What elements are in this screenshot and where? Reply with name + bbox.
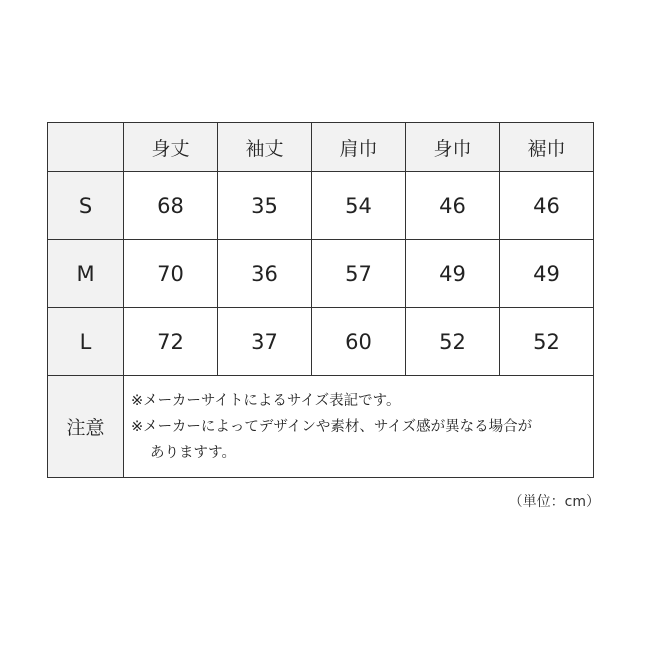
header-length: 身丈: [124, 123, 218, 172]
table-cell: 52: [500, 308, 594, 376]
row-label-m: M: [48, 240, 124, 308]
header-hem-width: 裾巾: [500, 123, 594, 172]
size-chart-table: [47, 122, 594, 478]
table-cell: 49: [406, 240, 500, 308]
table-cell: 46: [406, 172, 500, 240]
corner-cell: [48, 123, 124, 172]
table-cell: 36: [218, 240, 312, 308]
header-body-width: 身巾: [406, 123, 500, 172]
note-line-2: ※メーカーによってデザインや素材、サイズ感が異なる場合が: [131, 418, 533, 435]
table-row-l: [48, 308, 594, 376]
header-shoulder-width: 肩巾: [312, 123, 406, 172]
table-cell: 60: [312, 308, 406, 376]
table-row-m: [48, 240, 594, 308]
table-cell: 70: [124, 240, 218, 308]
table-cell: 52: [406, 308, 500, 376]
note-row: [48, 376, 594, 478]
note-line-3: ありますす。: [150, 444, 236, 461]
table-cell: 37: [218, 308, 312, 376]
row-label-s: S: [48, 172, 124, 240]
note-text: [124, 376, 594, 478]
table-cell: 57: [312, 240, 406, 308]
unit-caption: （単位：cm）: [508, 494, 600, 510]
table-cell: 49: [500, 240, 594, 308]
table-row-s: [48, 172, 594, 240]
header-sleeve-length: 袖丈: [218, 123, 312, 172]
table-cell: 35: [218, 172, 312, 240]
note-label: 注意: [48, 376, 124, 478]
table-cell: 72: [124, 308, 218, 376]
table-cell: 46: [500, 172, 594, 240]
header-row: [48, 123, 594, 172]
note-line-1: ※メーカーサイトによるサイズ表記です。: [131, 392, 401, 409]
table-cell: 68: [124, 172, 218, 240]
table-cell: 54: [312, 172, 406, 240]
row-label-l: L: [48, 308, 124, 376]
